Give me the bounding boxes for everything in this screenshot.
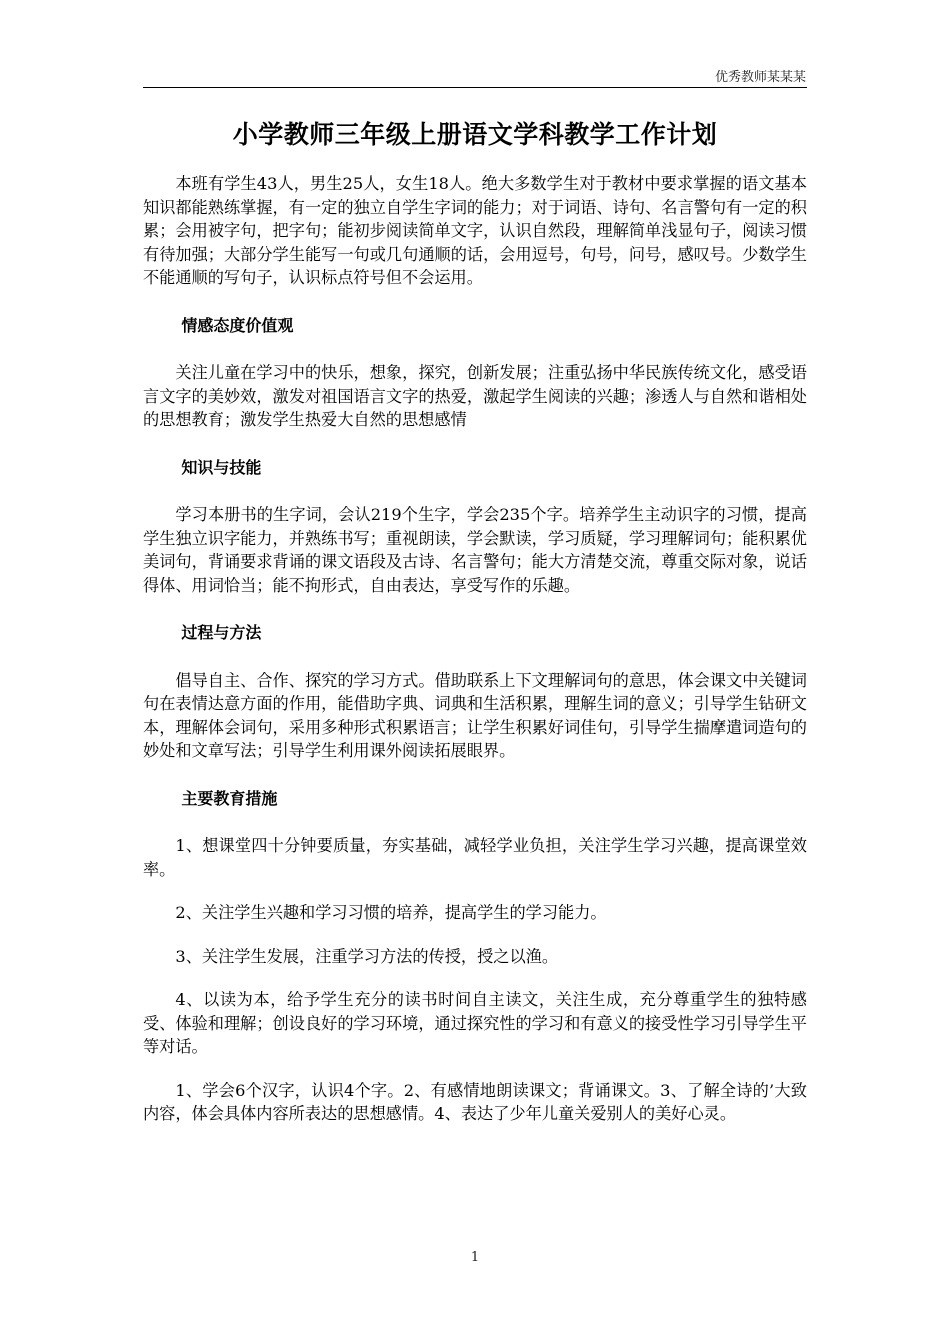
page-title: 小学教师三年级上册语文学科教学工作计划 (232, 120, 718, 149)
objectives-paragraph: 1、学会6个汉字，认识4个字。2、有感情地朗读课文；背诵课文。3、了解全诗的’大致内容，体会具体内容所表达的思想感情。4、表达了少年儿童关爱别人的美好心灵。 (143, 1080, 807, 1123)
page-number: 1 (470, 1250, 480, 1265)
document-body (143, 118, 807, 1126)
measure-item: 3、关注学生发展，注重学习方法的传授，授之以渔。 (175, 946, 559, 966)
header-divider (143, 87, 807, 88)
measures-heading: 主要教育措施 (181, 788, 278, 808)
section-heading-process: 过程与方法 (181, 623, 262, 642)
measure-item: 2、关注学生兴趣和学习习惯的培养，提高学生的学习能力。 (175, 903, 607, 922)
section-heading-knowledge: 知识与技能 (181, 457, 262, 477)
section-text-process: 倡导自主、合作、探究的学习方式。借助联系上下文理解词句的意思，体会课文中关键词句在表情达意方面的作用，能借助字典、词典和生活积累，理解生词的意义；引导学生钻研文本，理解体会词句，采用多种形式积累语言；让学生积累好词佳句，引导学生揣摩遣词造句的妙处和文章写法；引导学生利用课外阅读拓展眼界。 (143, 670, 807, 760)
section-text-attitude: 关注儿童在学习中的快乐，想象，探究，创新发展；注重弘扬中华民族传统文化，感受语言文字的美妙效，激发对祖国语言文字的热爱，激起学生阅读的兴趣；渗透人与自然和谐相处的思想教育；激发学生热爱大自然的思想感情 (143, 363, 807, 429)
section-text-knowledge: 学习本册书的生字词，会认219个生字，学会235个字。培养学生主动识字的习惯，提高学生独立识字能力，并熟练书写；重视朗读，学会默读，学习质疑，学习理解词句；能积累优美词句，背诵要求背诵的课文语段及古诗、名言警句；能大方清楚交流，尊重交际对象，说话得体、用词恰当；能不拘形式，自由表达，享受写作的乐趣。 (143, 505, 807, 595)
measure-item: 1、想课堂四十分钟要质量，夯实基础，减轻学业负担，关注学生学习兴趣，提高课堂效率。 (143, 836, 807, 879)
section-heading-attitude: 情感态度价值观 (181, 315, 294, 335)
measure-item: 4、以读为本，给予学生充分的读书时间自主读文，关注生成，充分尊重学生的独特感受、体验和理解；创设良好的学习环境，通过探究性的学习和有意义的接受性学习引导学生平等对话。 (143, 990, 807, 1056)
intro-paragraph: 本班有学生43人，男生25人，女生18人。绝大多数学生对于教材中要求掌握的语文基本知识都能熟练掌握，有一定的独立自学生字词的能力；对于词语、诗句、名言警句有一定的积累；会用被字句，把字句；能初步阅读简单文字，认识自然段，理解简单浅显句子，阅读习惯有待加强；大部分学生能写一句或几句通顺的话，会用逗号，句号，问号，感叹号。少数学生不能通顺的写句子，认识标点符号但不会运用。 (143, 174, 807, 287)
header-author: 优秀教师某某某 (714, 70, 806, 85)
